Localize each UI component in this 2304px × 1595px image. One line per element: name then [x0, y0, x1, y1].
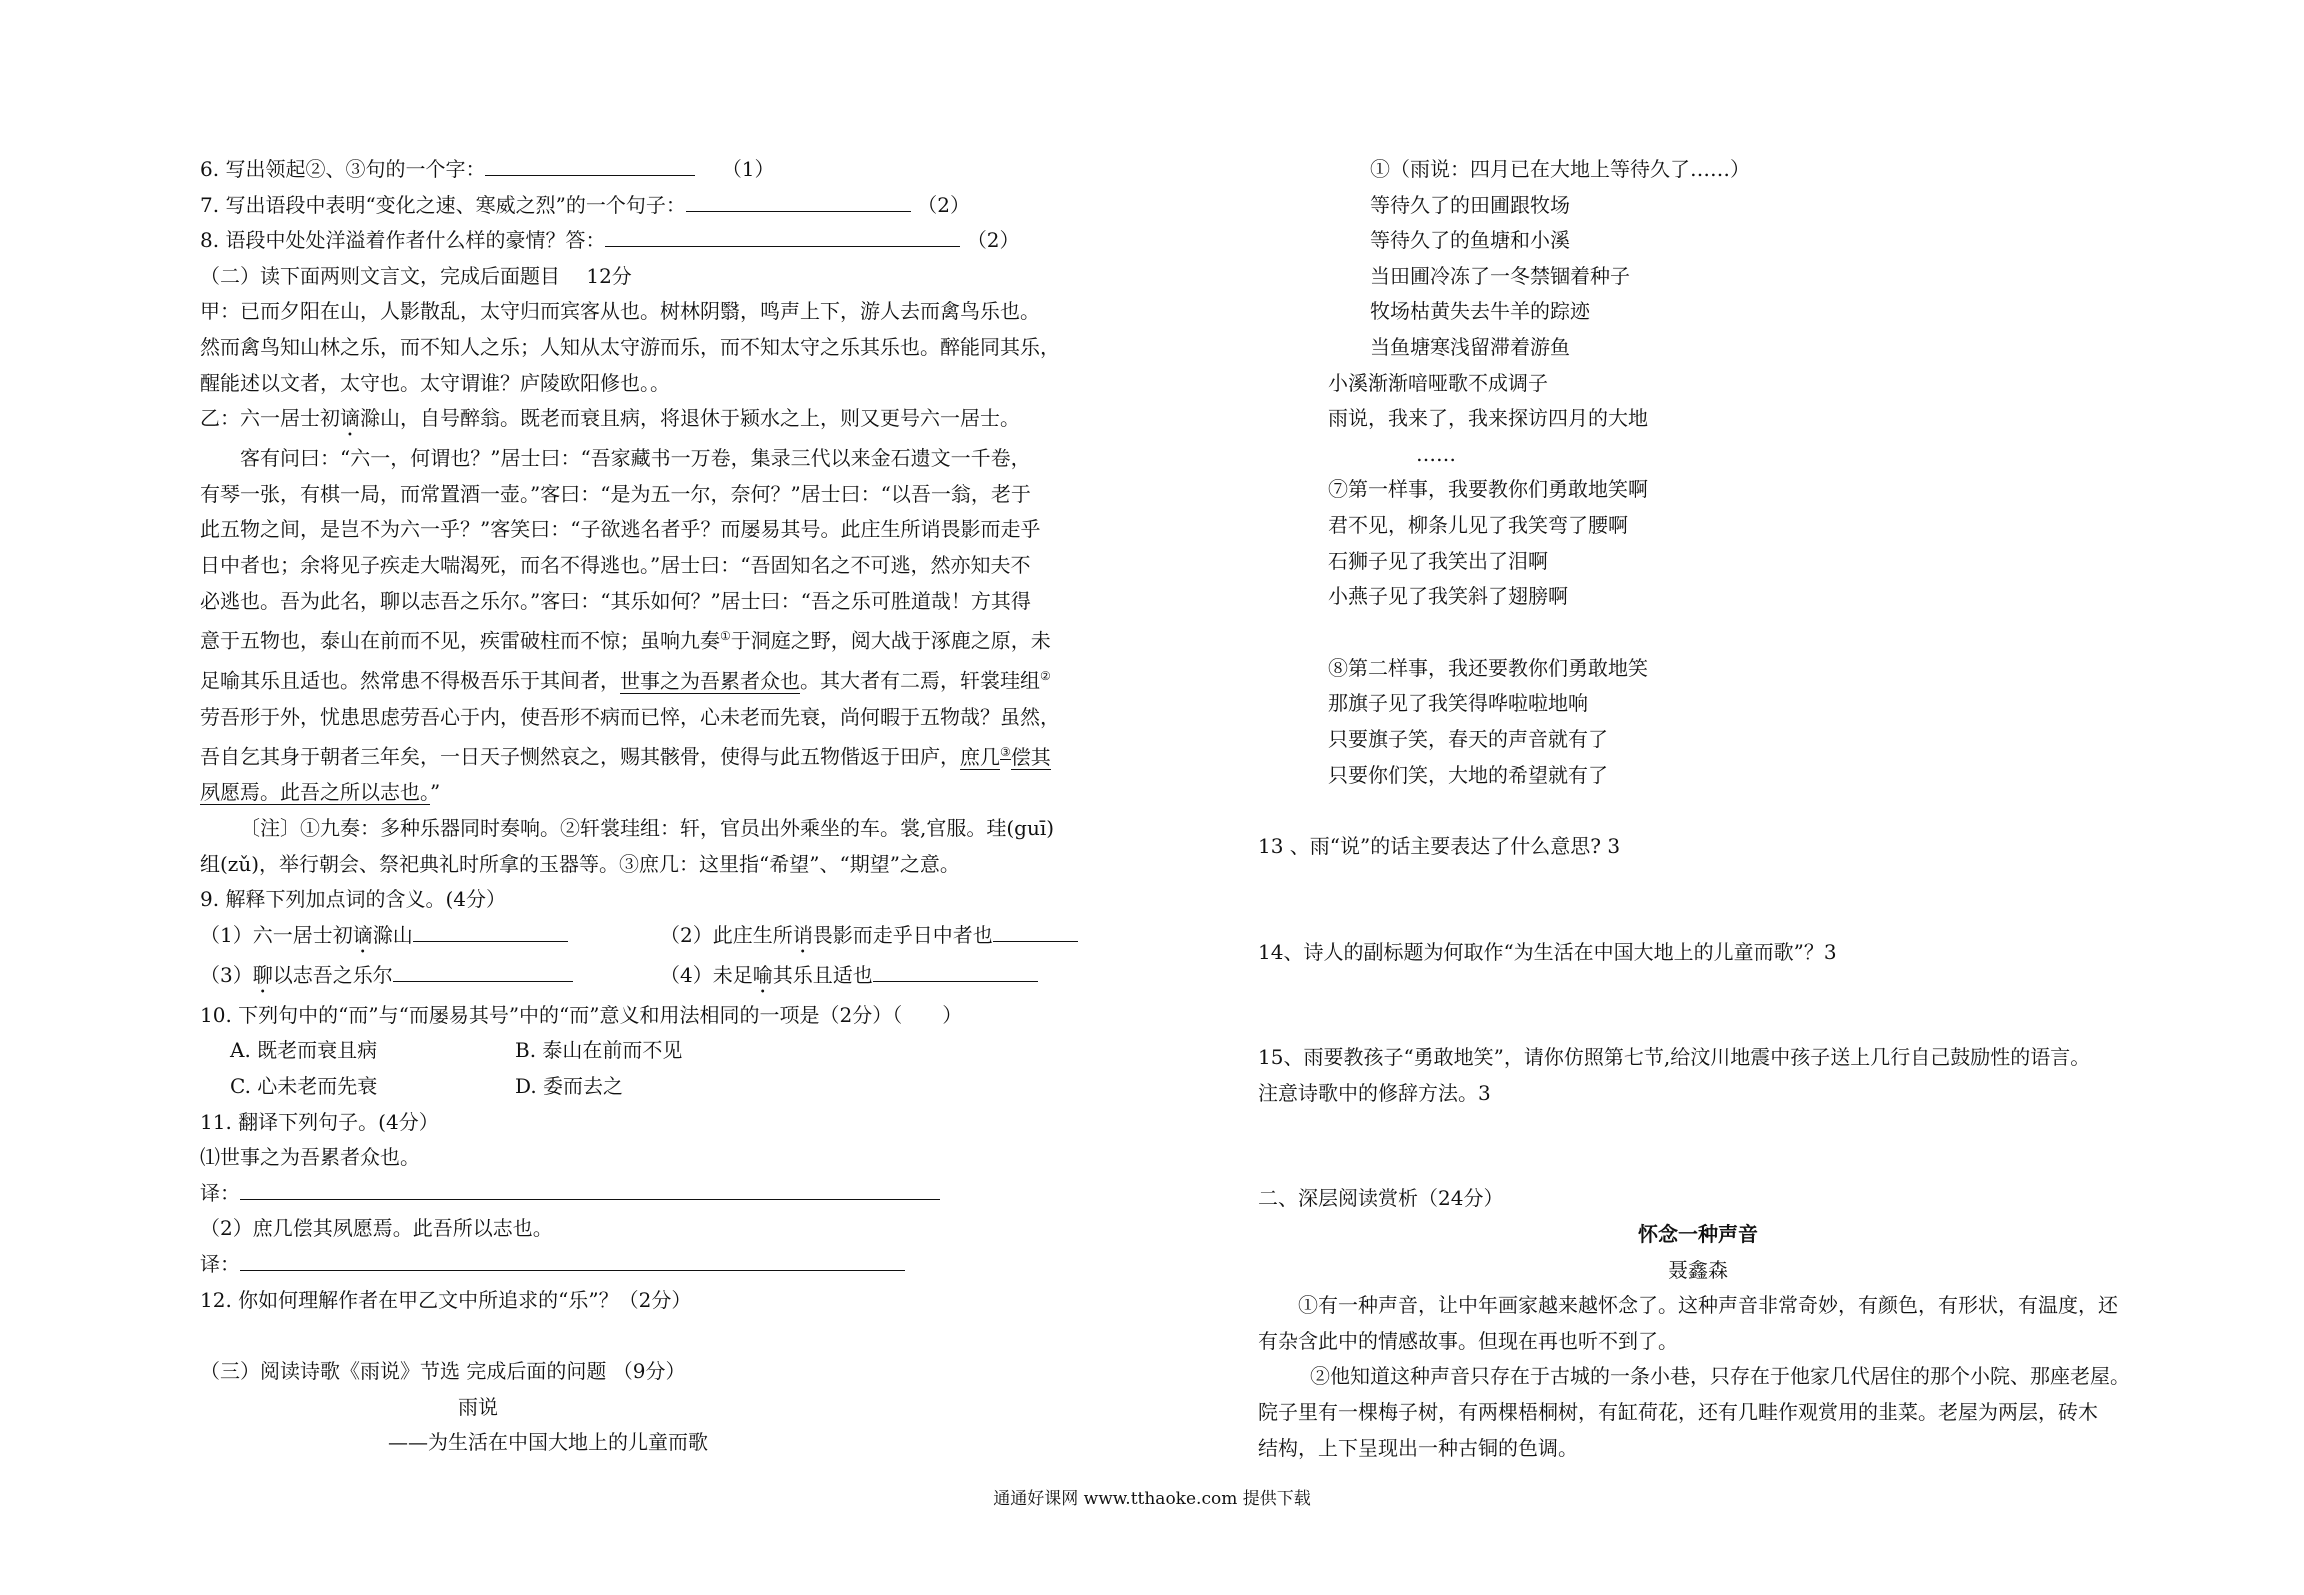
poem-line: 只要旗子笑，春天的声音就有了 [1328, 726, 1608, 751]
translation-line: 译： [200, 1176, 1150, 1212]
question-15-cont: 注意诗歌中的修辞方法。3 [1258, 1080, 1491, 1105]
poem-line: 等待久了的鱼塘和小溪 [1370, 228, 1570, 253]
translation-line: 译： [200, 1247, 1150, 1283]
poem-line: 等待久了的田圃跟牧场 [1370, 192, 1570, 217]
essay-paragraph: 有杂含此中的情感故事。但现在再也听不到了。 [1258, 1328, 1678, 1353]
question-11-item: （2）庶几偿其夙愿焉。此吾所以志也。 [200, 1216, 553, 1241]
section-3-title: （三）阅读诗歌《雨说》节选 完成后面的问题 （9分） [200, 1359, 686, 1384]
essay-paragraph: ①有一种声音，让中年画家越来越怀念了。这种声音非常奇妙，有颜色，有形状，有温度，还 [1298, 1293, 2118, 1318]
question-15: 15、雨要教孩子“勇敢地笑”，请你仿照第七节,给汶川地震中孩子送上几行自己鼓励性的语言。 [1258, 1045, 2091, 1070]
section-title: 二、深层阅读赏析（24分） [1258, 1186, 1504, 1211]
poem-line: 那旗子见了我笑得哗啦啦地响 [1328, 691, 1588, 716]
poem-line: 石狮子见了我笑出了泪啊 [1328, 548, 1548, 573]
text-yi-line: 意于五物也，泰山在前而不见，疾雷破柱而不惊；虽响九奏①于洞庭之野，阅大战于涿鹿之原，未 [200, 628, 1051, 653]
question-10: 10. 下列句中的“而”与“而屡易其号”中的“而”意义和用法相同的一项是（2分）（ ） [200, 1002, 963, 1027]
text-yi-line: 足喻其乐且适也。然常患不得极吾乐于其间者，世事之为吾累者众也。其大者有二焉，轩裳珪组② [200, 669, 1051, 694]
text-yi-line: 客有问曰：“六一，何谓也？”居士曰：“吾家藏书一万卷，集录三代以来金石遗文一千卷， [240, 446, 1031, 471]
essay-title: 怀念一种声音 [1638, 1222, 1758, 1247]
question-11-item: ⑴世事之为吾累者众也。 [200, 1145, 420, 1170]
text-yi-line: 乙：六一居士初谪滁山，自号醉翁。既老而衰且病，将退休于颍水之上，则又更号六一居士。 [200, 406, 1020, 431]
poem-line: 当鱼塘寒浅留滞着游鱼 [1370, 334, 1570, 359]
text-jia-line: 甲：已而夕阳在山，人影散乱，太守归而宾客从也。树林阴翳，鸣声上下，游人去而禽鸟乐也。 [200, 299, 1040, 324]
text-yi-line: 必逃也。吾为此名，聊以志吾之乐尔。”客曰：“其乐如何？”居士曰：“吾之乐可胜道哉！方其得 [200, 588, 1031, 613]
question-12: 12. 你如何理解作者在甲乙文中所追求的“乐”？（2分） [200, 1287, 692, 1312]
page-footer: 通通好课网 www.tthaoke.com 提供下载 [993, 1489, 1311, 1509]
poem-line: ⑧第二样事，我还要教你们勇敢地笑 [1328, 655, 1648, 680]
poem-line: ⑦第一样事，我要教你们勇敢地笑啊 [1328, 477, 1648, 502]
poem-line: 牧场枯黄失去牛羊的踪迹 [1370, 299, 1590, 324]
question-9-items: （3）聊以志吾之乐尔 （4）未足喻其乐且适也 [200, 958, 1150, 998]
poem-line: 只要你们笑，大地的希望就有了 [1328, 762, 1608, 787]
text-yi-line: 有琴一张，有棋一局，而常置酒一壶。”客曰：“是为五一尔，奈何？”居士曰：“以吾一翁，老于 [200, 481, 1031, 506]
question-8: 8. 语段中处处洋溢着作者什么样的豪情？答： （2） [200, 223, 1150, 259]
poem-line: 小溪渐渐喑哑歌不成调子 [1328, 370, 1548, 395]
poem-ellipsis: …… [1416, 441, 1456, 466]
text-jia-line: 然而禽鸟知山林之乐，而不知人之乐；人知从太守游而乐，而不知太守之乐其乐也。醉能同其乐， [200, 334, 1060, 359]
poem-subtitle: ——为生活在中国大地上的儿童而歌 [388, 1430, 708, 1455]
answer-blank [686, 189, 911, 212]
text-yi-line: 吾自乞其身于朝者三年矣，一日天子恻然哀之，赐其骸骨，使得与此五物偕返于田庐，庶几③偿其 [200, 744, 1051, 769]
poem-line: ①（雨说：四月已在大地上等待久了……） [1370, 157, 1750, 181]
question-11: 11. 翻译下列句子。(4分） [200, 1109, 439, 1134]
question-10-options: C. 心未老而先衰 D. 委而去之 [230, 1074, 624, 1099]
poem-line: 君不见，柳条儿见了我笑弯了腰啊 [1328, 512, 1628, 537]
answer-blank [485, 153, 695, 176]
essay-author: 聂鑫森 [1668, 1257, 1728, 1282]
section-2-title: （二）读下面两则文言文，完成后面题目 12分 [200, 263, 632, 288]
question-14: 14、诗人的副标题为何取作“为生活在中国大地上的儿童而歌”？3 [1258, 939, 1837, 964]
text-jia-line: 醒能述以文者，太守也。太守谓谁？庐陵欧阳修也。。 [200, 370, 670, 395]
essay-paragraph: 结构，上下呈现出一种古铜的色调。 [1258, 1435, 1578, 1460]
answer-blank [605, 224, 960, 247]
essay-paragraph: 院子里有一棵梅子树，有两棵梧桐树，有缸荷花，还有几畦作观赏用的韭菜。老屋为两层，砖木 [1258, 1400, 2098, 1425]
question-9-items: （1）六一居士初谪滁山 （2）此庄生所诮畏影而走乎日中者也 [200, 918, 1150, 958]
left-column [200, 152, 1150, 1461]
text-yi-line: 此五物之间，是岂不为六一乎？”客笑曰：“子欲逃名者乎？而屡易其号。此庄生所诮畏影而走乎 [200, 517, 1041, 542]
text-yi-line: 日中者也；余将见子疾走大喘渴死，而名不得逃也。”居士曰：“吾固知名之不可逃，然亦知夫不 [200, 552, 1031, 577]
poem-line: 小燕子见了我笑斜了翅膀啊 [1328, 584, 1568, 609]
question-7: 7. 写出语段中表明“变化之速、寒威之烈”的一个句子： （2） [200, 188, 1150, 224]
question-10-options: A. 既老而衰且病 B. 泰山在前而不见 [230, 1038, 683, 1063]
question-13: 13 、雨“说”的话主要表达了什么意思? 3 [1258, 834, 1621, 859]
text-yi-line: 夙愿焉。此吾之所以志也。” [200, 780, 441, 805]
annotation: 组(zǔ)，举行朝会、祭祀典礼时所拿的玉器等。③庶几：这里指“希望”、“期望”之意。 [200, 851, 960, 876]
right-column [1258, 152, 2138, 1466]
poem-line: 当田圃冷冻了一冬禁锢着种子 [1370, 263, 1630, 288]
question-6: 6. 写出领起②、③句的一个字： （1） [200, 152, 1150, 188]
poem-line: 雨说，我来了，我来探访四月的大地 [1328, 406, 1648, 431]
question-9: 9. 解释下列加点词的含义。(4分） [200, 887, 506, 912]
annotation: 〔注〕①九奏：多种乐器同时奏响。②轩裳珪组：轩，官员出外乘坐的车。裳,官服。珪(guī) [240, 816, 1055, 841]
essay-paragraph: ②他知道这种声音只存在于古城的一条小巷，只存在于他家几代居住的那个小院、那座老屋。 [1310, 1364, 2130, 1389]
text-yi-line: 劳吾形于外，忧患思虑劳吾心于内，使吾形不病而已悴，心未老而先衰，尚何暇于五物哉？虽然， [200, 704, 1060, 729]
poem-title: 雨说 [458, 1394, 498, 1419]
